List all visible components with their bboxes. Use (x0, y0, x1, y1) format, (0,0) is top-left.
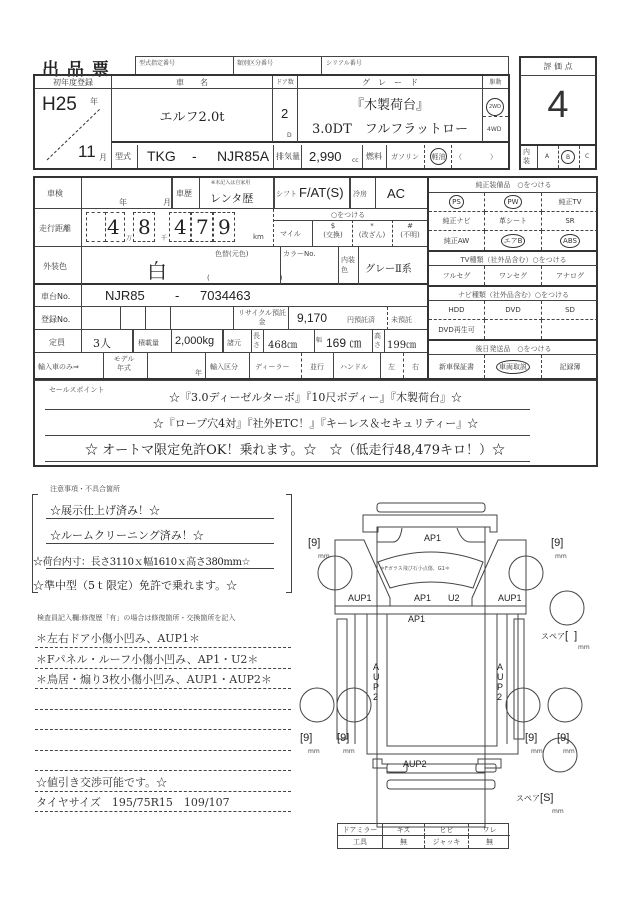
spare-tire-top (550, 591, 584, 625)
mm-rear-right-outer: mm (563, 748, 575, 755)
spare-top-text: スペア (541, 632, 565, 641)
recycle-status: 円預託済 (347, 316, 375, 324)
later-item[interactable] (485, 355, 542, 378)
later-item-label: 車両取説 (496, 360, 530, 374)
mm-front-right: mm (555, 553, 567, 560)
history-label: 車歴 (176, 189, 192, 198)
tv-type-item-label: アナログ (556, 271, 584, 280)
later-header: 後日発送品 ○をつける (429, 339, 598, 355)
mileage-digit-4: 7 (196, 215, 209, 239)
shaken-month-unit: 月 (163, 198, 171, 207)
doors-value: 2 (281, 106, 289, 121)
mileage-label: 走行距離 (39, 224, 71, 233)
tools-header-cell: ワレ (469, 824, 510, 836)
equipment-item-label: ABS (560, 234, 580, 248)
shaken-label: 車検 (47, 189, 63, 198)
left-door-damage-label: AUP1 (348, 593, 372, 603)
navi-type-item[interactable] (429, 320, 485, 339)
drive-label: 駆動 (483, 76, 508, 89)
chassis-label: 車台No. (41, 292, 71, 301)
navi-type-item-label: DVD (505, 306, 521, 314)
doors-unit: D (287, 132, 292, 139)
model-dash: - (192, 148, 197, 164)
drive-4wd-option[interactable]: 4WD (487, 126, 502, 133)
tread-rear-right-outer-value: 9 (560, 732, 567, 744)
note-line-4: ☆準中型（5ｔ限定）免許で乗れます。☆ (33, 579, 238, 592)
shift-value: F/AT(S) (299, 185, 344, 200)
front-grille-shape (363, 515, 497, 532)
roof-damage-label: AP1 (424, 533, 442, 543)
inspector-line: タイヤサイズ 195/75R15 109/107 (36, 796, 230, 809)
car-name-label: 車 名 (112, 76, 272, 89)
mileage-man-unit: 万 (126, 235, 133, 242)
tv-header: TV種類（社外品含む）○をつける (429, 250, 598, 266)
sales-points-box (33, 380, 598, 467)
tread-rear-left-inner-value: 9 (340, 732, 347, 744)
chassis-prefix: NJR85 (105, 288, 145, 303)
car-name: エルフ2.0t (159, 110, 225, 125)
sales-point-line-3: ☆ オートマ限定免許OK！乗れます。☆ ☆（低走行48,479キロ！）☆ (85, 443, 505, 458)
mileage-digit-5: 9 (218, 215, 231, 239)
tire-rear-left-inner (337, 688, 371, 722)
grade-line1: 『木製荷台』 (350, 98, 429, 113)
later-item-label: 記録簿 (559, 362, 581, 371)
note-line-2: ☆ルームクリーニング済み！☆ (50, 529, 204, 542)
glass-note: ＊Fガラス飛び石小点傷、G1＊ (380, 566, 450, 572)
mm-rear-left-inner: mm (343, 748, 355, 755)
history-value: レンタ歴 (210, 192, 254, 205)
mm-spare-top: mm (578, 644, 590, 651)
recycle-unpaid[interactable]: 未預託 (391, 316, 412, 324)
equipment-item-label: PS (449, 195, 464, 209)
cab-shape (377, 527, 485, 827)
tire-rear-right-inner (506, 688, 540, 722)
equipment-item[interactable] (485, 231, 542, 250)
tire-rear-left-outer (300, 688, 334, 722)
color-no-label: カラーNo. (283, 250, 316, 258)
tread-rear-right-inner: [9] (525, 732, 538, 744)
reg-year: H25 (42, 94, 77, 115)
type-designation-label: 型式指定番号 (139, 60, 176, 67)
tools-header-cell: キズ (383, 824, 425, 836)
interior-score-a[interactable]: A (545, 153, 550, 160)
tools-value-cell: 工具 (338, 836, 383, 848)
navi-type-item-label: DVD再生可 (438, 325, 475, 334)
equipment-item-label: 革シート (499, 217, 527, 225)
interior-score-label: 内装 (523, 148, 530, 165)
tread-rear-left-outer-value: 9 (303, 732, 310, 744)
navi-type-item[interactable] (542, 301, 598, 320)
mileage-option-exchanged[interactable]: $ (交換) (323, 222, 343, 239)
mileage-digit-1-text: 4 (107, 215, 120, 239)
front-panel-damage-label: AP1 (414, 593, 432, 603)
tv-type-item[interactable] (542, 266, 598, 285)
model-year-label: モデル年式 (113, 355, 135, 372)
serial-label: シリアル番号 (326, 60, 362, 67)
tire-rear-right-outer (548, 688, 582, 722)
recycle-amount: 9,170 (297, 311, 328, 325)
length-label: 長さ (253, 332, 260, 349)
inspector-line: ＊鳥居・煽り3枚小傷小凹み、AUP1・AUP2＊ (36, 673, 272, 686)
import-parallel[interactable]: 並行 (310, 363, 324, 371)
left-bed-damage-label: AUP2 (373, 662, 380, 702)
tread-rear-right-outer: [9] (557, 732, 570, 744)
reg-month-unit: 月 (99, 153, 107, 162)
displacement-unit: cc (352, 157, 359, 164)
shift-label: シフト (276, 190, 297, 198)
equipment-panel (427, 178, 596, 378)
displacement-label: 排気量 (276, 152, 300, 161)
mileage-digit-2: 8 (138, 215, 151, 239)
mm-front-left: mm (318, 553, 330, 560)
ac-label: 冷房 (353, 190, 367, 198)
doors-label: ドア数 (273, 76, 297, 89)
load-label: 積載量 (138, 339, 159, 347)
equipment-item[interactable] (542, 193, 598, 212)
drive-2wd-option[interactable] (486, 93, 504, 111)
tv-type-item[interactable] (429, 266, 485, 285)
tools-header-cell: ヒビ (425, 824, 469, 836)
model-code: NJR85A (217, 148, 270, 164)
tread-front-right-value: 9 (554, 537, 561, 549)
note-line-3: ☆荷台内寸：長さ3110ｘ幅1610ｘ高さ380mm☆ (33, 557, 251, 568)
front-bumper-shape (377, 503, 485, 512)
displacement-value: 2,990 (309, 149, 342, 164)
interior-color-value: グレーⅡ系 (365, 264, 412, 275)
equipment-item-label: SR (565, 217, 575, 225)
tread-front-left: [9] (308, 537, 321, 549)
exterior-color-value: 白 (147, 259, 167, 283)
equipment-item[interactable] (429, 231, 485, 250)
recycle-label: リサイクル預託金 (237, 309, 287, 326)
handle-label: ハンドル (340, 363, 368, 371)
mileage-mark-header: ○をつける (331, 211, 366, 219)
note-line-1: ☆展示仕上げ済み！☆ (50, 504, 160, 517)
tools-value-cell: ジャッキ (425, 836, 469, 848)
load-value: 2,000kg (175, 335, 215, 347)
right-bed-damage-label: AUP2 (497, 662, 504, 702)
top-id-row (135, 56, 509, 74)
spare-bottom-label: スペア[S] (516, 792, 554, 804)
tv-type-item[interactable] (485, 266, 542, 285)
spare-bottom-value: S (543, 792, 551, 804)
equipment-item[interactable] (542, 212, 598, 231)
color-changed-value: ( ) (207, 274, 283, 282)
import-label: 輸入車のみ⇒ (38, 363, 79, 371)
mileage-km-unit: km (253, 233, 264, 241)
tv-type-item-label: ワンセグ (499, 271, 527, 280)
capacity-value: 3人 (93, 337, 111, 350)
grade-label: グ レ ー ド (298, 76, 482, 89)
form-title: 出 品 票 (42, 60, 110, 80)
tools-value-cell: 無 (383, 836, 425, 848)
mm-rear-left-outer: mm (308, 748, 320, 755)
later-item[interactable] (542, 355, 598, 378)
tools-table (337, 823, 509, 849)
mileage-sen-unit: 千 (161, 235, 168, 242)
import-category-label: 輸入区分 (210, 363, 238, 371)
equipment-item[interactable] (485, 193, 542, 212)
tread-rear-left-inner: [9] (337, 732, 350, 744)
rear-damage-label: AUP2 (403, 759, 427, 769)
inspector-label: 検査員記入欄:修復歴「有」の場合は修復箇所・交換箇所を記入 (37, 614, 236, 622)
sales-point-line-2: ☆『ロープ穴4対』『社外ETC！』『キーレス＆セキュリティー』☆ (152, 417, 479, 430)
capacity-label: 定員 (49, 338, 65, 347)
spare-top-label: スペア[ ] (541, 630, 578, 642)
chassis-dash: - (175, 288, 180, 303)
score-box (519, 56, 597, 170)
ac-value: AC (387, 186, 406, 201)
navi-type-item[interactable] (429, 301, 485, 320)
first-reg-label: 初年度登録 (35, 76, 111, 89)
width-label: 幅 (316, 337, 323, 344)
equipment-item-label: PW (504, 195, 521, 209)
height-value: 199㎝ (387, 340, 417, 351)
later-item[interactable] (429, 355, 485, 378)
front-u2-damage-label: U2 (448, 593, 460, 603)
mileage-digit-3: 4 (174, 215, 187, 239)
lower-front-damage-label: AP1 (408, 614, 426, 624)
notes-label: 注意事項・不具合箇所 (50, 485, 120, 493)
inspector-line: ☆値引き交渉可能です。☆ (36, 775, 168, 789)
right-door-damage-label: AUP1 (498, 593, 522, 603)
registration-label: 登録No. (41, 315, 71, 324)
category-label: 類別区分番号 (237, 60, 274, 67)
equipment-item[interactable] (429, 193, 485, 212)
mileage-option-mile[interactable]: マイル (280, 230, 301, 238)
history-note: ※未記入は自家用 (211, 180, 251, 186)
dims-label: 諸元 (227, 339, 241, 347)
score-label: 評 価 点 (521, 58, 595, 76)
shaken-year-unit: 年 (119, 198, 127, 207)
model-prefix: TKG (147, 148, 176, 164)
navi-type-item[interactable] (485, 320, 542, 339)
handle-right[interactable]: 右 (412, 363, 419, 371)
navi-type-item[interactable] (485, 301, 542, 320)
exterior-color-label: 外装色 (43, 262, 67, 271)
reg-month: 11 (78, 142, 96, 161)
mm-rear-right-inner: mm (531, 748, 543, 755)
interior-score-c[interactable]: C (585, 153, 590, 160)
inspector-line: ＊左右ドア小傷小凹み、AUP1＊ (36, 632, 200, 645)
equipment-item-label: 純正ナビ (442, 217, 471, 225)
vehicle-damage-diagram (290, 490, 620, 830)
interior-score-b[interactable]: B (561, 150, 575, 164)
tread-rear-left-outer: [9] (300, 732, 313, 744)
details-box (33, 176, 598, 380)
fuel-label: 燃料 (366, 152, 382, 161)
model-year-unit: 年 (195, 369, 202, 377)
navi-type-item-label: HDD (448, 306, 465, 314)
width-value: 169 ㎝ (326, 336, 362, 350)
import-dealer[interactable]: ディーラー (255, 363, 290, 371)
equipment-item[interactable] (542, 231, 598, 250)
equipment-item[interactable] (485, 212, 542, 231)
length-value: 468㎝ (268, 340, 298, 351)
equipment-item-label: 純正TV (558, 198, 582, 206)
sales-points-label: セールスポイント (49, 386, 105, 394)
score-value: 4 (547, 84, 569, 126)
sales-point-line-1: ☆『3.0ディーゼルターボ』『10尺ボディー』『木製荷台』☆ (168, 391, 463, 404)
fuel-diesel[interactable]: 軽油 (430, 148, 447, 165)
mileage-digit-1 (86, 212, 106, 242)
later-item-label: 新車保証書 (439, 362, 474, 371)
navi-type-item-label: SD (565, 306, 575, 314)
mm-spare-bottom: mm (552, 808, 564, 815)
navi-header: ナビ種類（社外品含む）○をつける (429, 285, 598, 301)
reg-year-unit: 年 (90, 97, 98, 106)
equipment-item-label: エアB (501, 234, 526, 248)
grade-line2: 3.0DT フルフラットロー (312, 122, 468, 137)
tread-front-right: [9] (551, 537, 564, 549)
fuel-gasoline[interactable]: ガソリン (391, 153, 419, 161)
fuel-other: （ ） (455, 153, 497, 161)
equipment-item-label: 純正AW (443, 236, 470, 245)
vehicle-info-box (33, 74, 510, 170)
equipment-item[interactable] (429, 212, 485, 231)
chassis-number: 7034463 (200, 288, 251, 303)
mileage-option-tampered[interactable]: * (改ざん) (358, 222, 386, 239)
tread-front-left-value: 9 (311, 537, 318, 549)
inspector-line: ＊Fパネル・ルーフ小傷小凹み、AP1・U2＊ (36, 652, 259, 666)
tread-rear-right-inner-value: 9 (528, 732, 535, 744)
navi-type-item[interactable] (542, 320, 598, 339)
tools-header-cell: ドアミラー (338, 824, 383, 836)
tools-value-cell: 無 (486, 838, 493, 846)
interior-color-label: 内装色 (341, 256, 355, 274)
spare-bottom-text: スペア (516, 794, 540, 803)
handle-left[interactable]: 左 (388, 363, 395, 371)
color-changed-label: 色替(元色) (215, 250, 249, 258)
tv-type-item-label: フルセグ (442, 271, 471, 280)
height-label: 高さ (374, 332, 381, 349)
drive-2wd-circle: 2WD (486, 98, 504, 116)
equipment-header: 純正装備品 ○をつける (429, 178, 598, 193)
model-label: 型式 (115, 152, 131, 161)
mileage-option-unknown[interactable]: # (不明) (400, 222, 420, 239)
